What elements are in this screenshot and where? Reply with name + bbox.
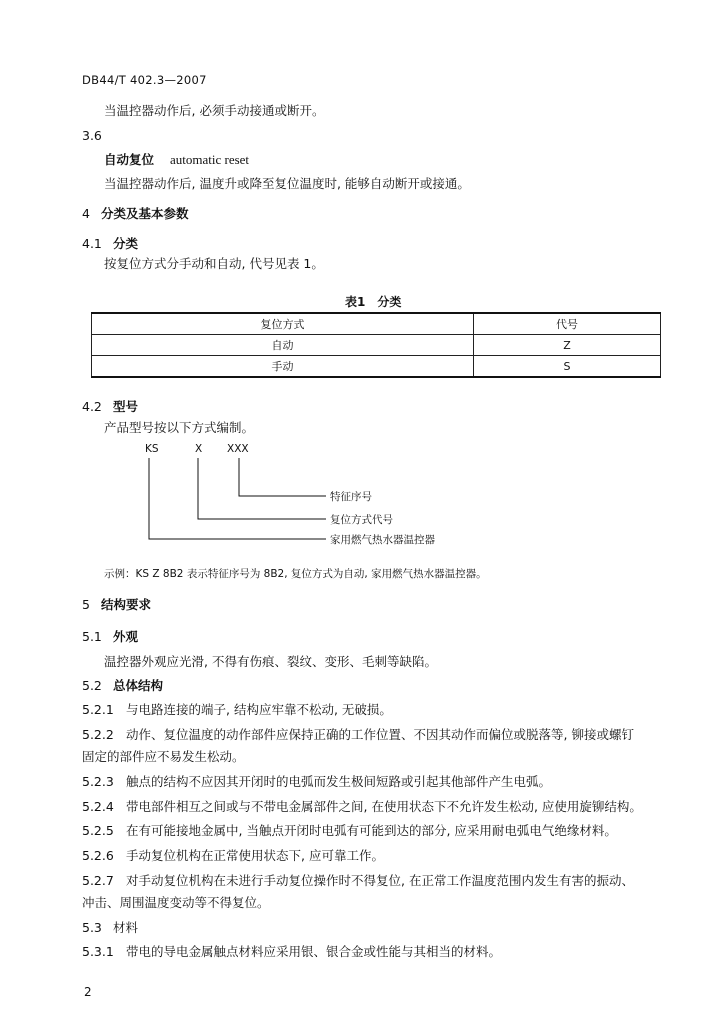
table-header-row [92, 313, 661, 335]
paragraph: 温控器外观应光滑, 不得有伤痕、裂纹、变形、毛刺等缺陷。 [104, 654, 437, 669]
model-label: 家用燃气热水器温控器 [330, 534, 435, 546]
section-number: 4.2 [82, 399, 102, 414]
section-title: 结构要求 [101, 597, 152, 612]
clause-number: 5.2.2 [82, 727, 114, 742]
table-header-cell: 代号 [474, 313, 661, 335]
section-number: 5.2 [82, 678, 102, 693]
section-title: 外观 [113, 629, 139, 644]
model-label: 特征序号 [330, 491, 372, 503]
paragraph: 当温控器动作后, 必须手动接通或断开。 [104, 103, 325, 118]
model-code-diagram [140, 452, 340, 547]
clause-text: 触点的结构不应因其开闭时的电弧而发生极间短路或引起其他部件产生电弧。 [126, 774, 552, 789]
section-title: 型号 [113, 399, 139, 414]
section-number: 3.6 [82, 128, 102, 143]
clause-text: 在有可能接地金属中, 当触点开闭时电弧有可能到达的部分, 应采用耐电弧电气绝缘材料。 [126, 823, 617, 838]
clause-text: 带电的导电金属触点材料应采用银、银合金或性能与其相当的材料。 [126, 944, 502, 959]
clause-number: 5.2.4 [82, 799, 114, 814]
clause-number: 5.2.5 [82, 823, 114, 838]
clause-text-continued: 固定的部件应不易发生松动。 [82, 749, 245, 764]
section-title: 材料 [113, 920, 139, 935]
table-cell: 手动 [92, 356, 474, 378]
clause-text: 对手动复位机构在未进行手动复位操作时不得复位, 在正常工作温度范围内发生有害的振动、 [126, 873, 634, 888]
section-title: 总体结构 [113, 678, 164, 693]
table-cell: 自动 [92, 335, 474, 356]
section-title: 分类及基本参数 [101, 206, 189, 221]
connector-line-feature [239, 458, 326, 496]
model-part-x: X [195, 443, 203, 455]
clause-text: 手动复位机构在正常使用状态下, 应可靠工作。 [126, 848, 384, 863]
paragraph: 按复位方式分手动和自动, 代号见表 1。 [104, 256, 324, 271]
section-number: 5 [82, 597, 90, 612]
section-number: 4.1 [82, 236, 102, 251]
clause-text: 动作、复位温度的动作部件应保持正确的工作位置、不因其动作而偏位或脱落等, 铆接或螺钉 [126, 727, 634, 742]
table-row [92, 356, 661, 378]
clause-number: 5.3.1 [82, 944, 114, 959]
table-header-cell: 复位方式 [92, 313, 474, 335]
connector-line-reset [198, 458, 326, 519]
table-caption: 表1 分类 [345, 295, 402, 309]
clause-number: 5.2.1 [82, 702, 114, 717]
table-cell: Z [474, 335, 661, 356]
connector-line-product [149, 458, 326, 539]
term-title-en: automatic reset [170, 152, 250, 167]
section-number: 5.3 [82, 920, 102, 935]
clause-number: 5.2.6 [82, 848, 114, 863]
term-title: 自动复位 [104, 152, 155, 167]
doc-code: DB44/T 402.3—2007 [82, 73, 207, 87]
clause-text: 与电路连接的端子, 结构应牢靠不松动, 无破损。 [126, 702, 392, 717]
model-part-ks: KS [145, 443, 159, 455]
section-number: 4 [82, 206, 90, 221]
clause-text-continued: 冲击、周围温度变动等不得复位。 [82, 895, 270, 910]
section-number: 5.1 [82, 629, 102, 644]
example-note: 示例：KS Z 8B2 表示特征序号为 8B2, 复位方式为自动, 家用燃气热水器温控器。 [104, 568, 487, 580]
model-part-xxx: XXX [227, 443, 249, 455]
page-number: 2 [84, 985, 92, 999]
section-title: 分类 [113, 236, 139, 251]
clause-text: 带电部件相互之间或与不带电金属部件之间, 在使用状态下不允许发生松动, 应使用旋铆结构。 [126, 799, 642, 814]
clause-number: 5.2.7 [82, 873, 114, 888]
clause-number: 5.2.3 [82, 774, 114, 789]
model-label: 复位方式代号 [330, 514, 393, 526]
paragraph: 产品型号按以下方式编制。 [104, 420, 255, 435]
table-cell: S [474, 356, 661, 378]
table-row [92, 335, 661, 356]
classification-table [91, 312, 661, 378]
term-definition: 当温控器动作后, 温度升或降至复位温度时, 能够自动断开或接通。 [104, 176, 470, 191]
